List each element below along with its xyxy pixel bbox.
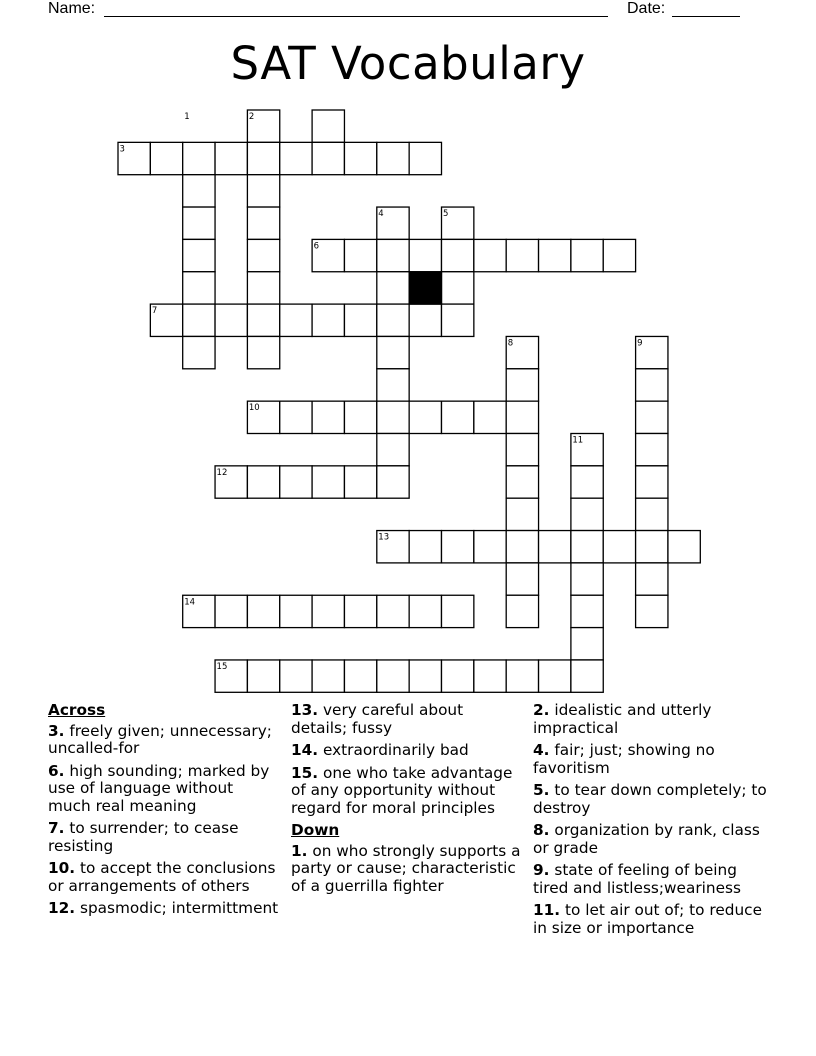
grid-cell[interactable] [377, 272, 409, 304]
name-label: Name: [48, 0, 96, 17]
grid-cell[interactable] [280, 401, 312, 433]
clue-number-label: 13 [378, 532, 390, 543]
clue-number: 15. [291, 763, 319, 782]
grid-cell[interactable] [442, 239, 474, 271]
grid-cell[interactable] [183, 239, 215, 271]
grid-cell[interactable] [636, 563, 668, 595]
grid-cell[interactable] [409, 531, 441, 563]
grid-cell[interactable] [377, 595, 409, 627]
grid-cell[interactable] [377, 466, 409, 498]
grid-cell[interactable] [312, 595, 344, 627]
grid-cell[interactable] [344, 239, 376, 271]
grid-cell[interactable] [247, 401, 279, 433]
grid-cell[interactable] [344, 595, 376, 627]
clue-number: 10. [48, 859, 76, 877]
grid-cell[interactable] [377, 660, 409, 692]
grid-cell[interactable] [280, 660, 312, 692]
grid-cell[interactable] [571, 466, 603, 498]
grid-cell[interactable] [247, 239, 279, 271]
clue-down-8 [533, 822, 773, 857]
clue-number: 7. [48, 819, 65, 837]
grid-cell[interactable] [409, 304, 441, 336]
clue-across-12 [48, 900, 280, 918]
clue-number: 5. [533, 781, 550, 799]
clue-text: organization by rank, class or grade [533, 821, 760, 857]
grid-cell[interactable] [150, 304, 182, 336]
grid-cell[interactable] [183, 336, 215, 368]
clue-number: 1. [291, 841, 308, 860]
clue-down-11 [533, 902, 773, 937]
clue-text: fair; just; showing no favoritism [533, 741, 715, 777]
grid-cell[interactable] [539, 660, 571, 692]
grid-cell[interactable] [409, 142, 441, 174]
grid-cell[interactable] [247, 207, 279, 239]
grid-cell[interactable] [506, 498, 538, 530]
grid-cell[interactable] [409, 239, 441, 271]
grid-cell[interactable] [183, 272, 215, 304]
clue-down-4 [533, 742, 773, 777]
grid-cell[interactable] [506, 369, 538, 401]
clue-across-10 [48, 860, 280, 895]
grid-cell[interactable] [344, 401, 376, 433]
grid-cell[interactable] [474, 401, 506, 433]
clues-column-2 [291, 702, 521, 900]
page-title: SAT Vocabulary [230, 37, 586, 90]
name-field[interactable] [104, 0, 608, 17]
clue-number-label: 9 [637, 338, 643, 349]
clue-number: 2. [533, 701, 550, 719]
black-cell [409, 272, 441, 304]
grid-cell[interactable] [247, 110, 279, 142]
grid-cell[interactable] [668, 531, 700, 563]
grid-cell[interactable] [571, 434, 603, 466]
grid-cell[interactable] [247, 304, 279, 336]
clue-number-label: 8 [507, 338, 514, 349]
grid-cell[interactable] [377, 336, 409, 368]
grid-cell[interactable] [280, 142, 312, 174]
date-field[interactable] [672, 0, 740, 17]
grid-cell[interactable] [377, 369, 409, 401]
grid-cell[interactable] [312, 401, 344, 433]
clue-number-label: 2 [248, 112, 255, 122]
grid-cell[interactable] [312, 239, 344, 271]
grid-cell[interactable] [506, 595, 538, 627]
grid-cell[interactable] [377, 401, 409, 433]
clue-number-label: 7 [151, 306, 158, 317]
grid-cell[interactable] [215, 466, 247, 498]
grid-cell[interactable] [247, 142, 279, 174]
grid-cell[interactable] [377, 239, 409, 271]
grid-cell[interactable] [636, 595, 668, 627]
clue-number: 12. [48, 899, 76, 917]
clue-number-label: 5 [443, 209, 449, 220]
clue-text: to let air out of; to reduce in size or importance [533, 901, 762, 937]
clue-number: 9. [533, 861, 550, 879]
clue-down-2 [533, 702, 773, 737]
clue-number-label: 15 [216, 661, 228, 672]
grid-cell[interactable] [215, 142, 247, 174]
clues-column-1 [48, 702, 280, 923]
grid-cell[interactable] [215, 660, 247, 692]
grid-cell[interactable] [636, 531, 668, 563]
grid-cell[interactable] [442, 304, 474, 336]
grid-cell[interactable] [183, 175, 215, 207]
clue-number-label: 14 [184, 597, 196, 608]
grid-cell[interactable] [409, 401, 441, 433]
grid-cell[interactable] [506, 531, 538, 563]
grid-cell[interactable] [247, 175, 279, 207]
grid-cell[interactable] [215, 595, 247, 627]
grid-cell[interactable] [636, 336, 668, 368]
grid-cell[interactable] [571, 595, 603, 627]
grid-cell[interactable] [474, 660, 506, 692]
clue-number: 14. [291, 741, 319, 759]
clue-across-7 [48, 820, 280, 855]
grid-cell[interactable] [312, 466, 344, 498]
clue-number-label: 12 [216, 467, 228, 478]
header [48, 0, 748, 20]
grid-cell[interactable] [506, 239, 538, 271]
grid-cell[interactable] [312, 304, 344, 336]
clue-number: 4. [533, 741, 550, 759]
grid-cell[interactable] [442, 272, 474, 304]
grid-cell[interactable] [506, 336, 538, 368]
grid-cell[interactable] [409, 660, 441, 692]
clue-text: one who take advantage of any opportunity without regard for moral principles [291, 763, 513, 817]
grid-cell[interactable] [377, 531, 409, 563]
grid-cell[interactable] [571, 239, 603, 271]
grid-cell[interactable] [571, 628, 603, 660]
clue-text: to accept the conclusions or arrangements of others [48, 859, 276, 895]
grid-cell[interactable] [571, 563, 603, 595]
grid-cell[interactable] [247, 336, 279, 368]
clue-number-label: 11 [572, 435, 584, 446]
grid-cell[interactable] [571, 660, 603, 692]
grid-cell[interactable] [183, 595, 215, 627]
clue-number-label: 4 [378, 209, 384, 220]
grid-cell[interactable] [183, 142, 215, 174]
clue-down-9 [533, 862, 773, 897]
grid-cell[interactable] [442, 660, 474, 692]
clue-text: idealistic and utterly impractical [533, 701, 712, 737]
grid-cell[interactable] [442, 207, 474, 239]
grid-cell[interactable] [280, 466, 312, 498]
grid-cell[interactable] [571, 498, 603, 530]
clue-text: to tear down completely; to destroy [533, 781, 767, 817]
grid-cell[interactable] [409, 595, 441, 627]
clue-text: very careful about details; fussy [291, 701, 464, 737]
date-label: Date: [627, 0, 666, 17]
clue-number: 13. [291, 701, 319, 719]
clue-text: freely given; unnecessary; uncalled-for [48, 721, 272, 757]
grid-cell[interactable] [377, 207, 409, 239]
clue-across-6 [48, 763, 280, 816]
grid-cell[interactable] [636, 369, 668, 401]
clue-number: 11. [533, 901, 561, 919]
grid-cell[interactable] [636, 498, 668, 530]
clue-number-label: 6 [313, 241, 320, 252]
clue-number-label: 10 [248, 403, 260, 414]
clue-across-3 [48, 723, 280, 758]
grid-cell[interactable] [150, 142, 182, 174]
grid-cell[interactable] [118, 142, 150, 174]
grid-cell[interactable] [636, 401, 668, 433]
grid-cell[interactable] [183, 304, 215, 336]
grid-cell[interactable] [474, 531, 506, 563]
clue-down-5 [533, 782, 773, 817]
grid-cell[interactable] [344, 142, 376, 174]
grid-cell[interactable] [312, 660, 344, 692]
grid-cell[interactable] [506, 660, 538, 692]
clue-across-14 [291, 742, 521, 760]
grid-cell[interactable] [636, 466, 668, 498]
grid-cell[interactable] [215, 304, 247, 336]
clue-number-label: 3 [119, 144, 125, 155]
clue-text: high sounding; marked by use of language without much real meaning [48, 761, 270, 815]
grid-cell[interactable] [312, 110, 344, 142]
clue-across-15 [291, 765, 521, 818]
grid-cell[interactable] [247, 660, 279, 692]
grid-cell[interactable] [377, 142, 409, 174]
clue-across-13 [291, 702, 521, 737]
across-heading: Across [48, 701, 106, 719]
grid-cell[interactable] [603, 531, 635, 563]
grid-cell[interactable] [247, 272, 279, 304]
clue-text: to surrender; to cease resisting [48, 819, 239, 855]
grid-cell[interactable] [247, 466, 279, 498]
clue-number: 3. [48, 721, 65, 740]
grid-cell[interactable] [442, 595, 474, 627]
clue-number: 8. [533, 821, 550, 839]
grid-cell[interactable] [571, 531, 603, 563]
grid-cell[interactable] [506, 401, 538, 433]
grid-cell[interactable] [280, 595, 312, 627]
grid-cell[interactable] [636, 434, 668, 466]
clue-text: on who strongly supports a party or cause; characteristic of a guerrilla fighter [291, 841, 521, 895]
clues-column-3 [533, 702, 773, 942]
grid-cell[interactable] [539, 531, 571, 563]
grid-cell[interactable] [344, 466, 376, 498]
grid-cell[interactable] [506, 563, 538, 595]
clue-down-1 [291, 843, 521, 896]
grid-cell[interactable] [506, 466, 538, 498]
grid-cell[interactable] [312, 142, 344, 174]
clue-number: 6. [48, 761, 65, 780]
grid-cell[interactable] [377, 434, 409, 466]
grid-cell[interactable] [183, 207, 215, 239]
grid-cell[interactable] [442, 531, 474, 563]
grid-cell[interactable] [506, 434, 538, 466]
grid-cell[interactable] [344, 660, 376, 692]
grid-cell[interactable] [603, 239, 635, 271]
down-heading: Down [291, 821, 340, 839]
grid-cell[interactable] [280, 304, 312, 336]
grid-cell[interactable] [344, 304, 376, 336]
grid-cell[interactable] [377, 304, 409, 336]
clue-number-label: 1 [184, 112, 190, 122]
clue-text: state of feeling of being tired and listless;weariness [533, 861, 741, 897]
grid-cell[interactable] [474, 239, 506, 271]
grid-cell[interactable] [247, 595, 279, 627]
grid-cell[interactable] [539, 239, 571, 271]
grid-cell[interactable] [442, 401, 474, 433]
clue-text: extraordinarily bad [322, 741, 469, 759]
clue-text: spasmodic; intermittment [79, 899, 279, 917]
